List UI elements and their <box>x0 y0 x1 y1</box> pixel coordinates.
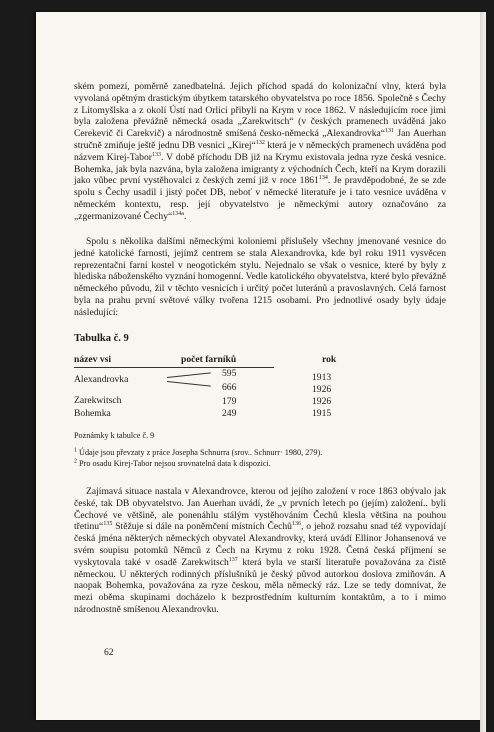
table-cell-count: 595 <box>222 368 237 379</box>
table-header-year: rok <box>322 354 337 365</box>
table-cell-count: 179 <box>222 396 237 407</box>
table-note: $^1$ Údaje jsou převzaty z práce Josepha Schnurra (srov.. Schnurr· 1980, 279). <box>74 447 323 457</box>
paragraph-3: Zajímavá situace nastala v Alexandrovce, kterou od jejího založení v roce 1863 obývalo jak české, tak DB obyvatelstvo. Jan Auerhan uvádí, že „v prvních letech po (jejím) založení.. byli Čechové ve většině, ale ponenáhlu stálým vystěhováním Čechů klesla většina na pouhou třetinu“$^{135}$ Stěžuje si dále na poněmčení místních Čechů$^{136}$, o jehož rozsahu snad též vypovídají česká jména některých německých obyvatel Alexandrovky, která uvádí Ellinor Johansenová ve svém soupisu potomků Němců z Čech na Krymu z roku 1928. Četná česká příjmení se vyskytovala také v osadě Zarekwitsch$^{137}$ která byla ve starší literatuře považována za čistě německou. U některých rodinných příslušníků je český původ autorkou doslova zmiňován. A naopak Bohemka, považována za ryze českou, měla německý ráz. Lze se tedy domnívat, že mezi oběma skupinami docházelo k bezprostředním kulturním kontaktům, a to i mimo národnostně smíšenou Alexandrovku. <box>74 486 447 615</box>
table-note-title: Poznámky k tabulce č. 9 <box>74 431 155 440</box>
table-header-count: počet farníků <box>181 354 237 365</box>
table-cell-year: 1913 <box>312 372 332 383</box>
table-cell-village: Bohemka <box>74 408 111 419</box>
table-cell-count: 666 <box>222 382 237 393</box>
page-number: 62 <box>104 647 114 658</box>
table-cell-village: Alexandrovka <box>74 374 129 385</box>
table-cell-year: 1926 <box>312 396 332 407</box>
table-cell-year: 1926 <box>312 384 332 395</box>
table-cell-village: Zarekwitsch <box>74 395 122 406</box>
table-cell-year: 1915 <box>312 408 332 419</box>
table-header-rule <box>74 367 274 368</box>
paragraph-1: ském pomezí, poměrně zanedbatelná. Jejich příchod spadá do kolonizační vlny, která byla vyvolaná opětným drastickým úbytkem tatarského obyvatelstva po roce 1856. Společně s Čechy z Litomyšlska a z okolí Ústí nad Orlicí přibyli na Krym v roce 1862. V následujícím roce jimi byla založena převážně německá osada „Zarekwitsch“ (v českých pramenech uváděná jako Cerekevič či Carekvič) a národnostně smíšená česko-německá „Alexandrovka“$^{131}$ Jan Auerhan stručně zmiňuje ještě jednu DB vesnici „Kirej“$^{132}$ která je v německých pramenech uváděna pod názvem Kirej-Tabor$^{133}$. V době příchodu DB již na Krymu existovala jedna ryze česká vesnice. Bohemka, jak byla nazvána, byla založena imigranty z východních Čech, kteří na Krym dorazili jako vůbec první vystěhovalci z českých zemí již v roce 1861$^{134}$. Je pravděpodobné, že se zde spolu s Čechy usadil i jistý počet DB, neboť v německé literatuře je i tato vesnice uváděna v německém kontextu, resp. její obyvatelstvo je německými autory označováno za „zgermanizované Čechy“$^{134a}$. <box>74 81 446 222</box>
table-title: Tabulka č. 9 <box>74 333 129 344</box>
table-header-village: název vsi <box>74 354 112 365</box>
table-note: $^2$ Pro osadu Kirej-Tabor nejsou srovnatelná data k dispozici. <box>74 458 271 468</box>
page-edge <box>480 12 486 732</box>
paragraph-2: Spolu s několika dalšími německými koloniemi příslušely všechny jmenované vesnice do jedné katolické farnosti, jejímž centrem se stala Alexandrovka, kde byl roku 1911 vysvěcen reprezentační farní kostel v neogotickém stylu. Nejednalo se však o vesnice, které by byly z hlediska náboženského vyznání homogenní. Vedle katolického obyvatelstva, které bylo převážně německého původu, žil v těchto vesnicích i určitý počet luteránů a pravoslavných. Celá farnost byla na prahu první světové války tvořena 1215 osobami. Pro jednotlivé osady byly údaje následující: <box>74 236 446 318</box>
table-cell-count: 249 <box>222 408 237 419</box>
